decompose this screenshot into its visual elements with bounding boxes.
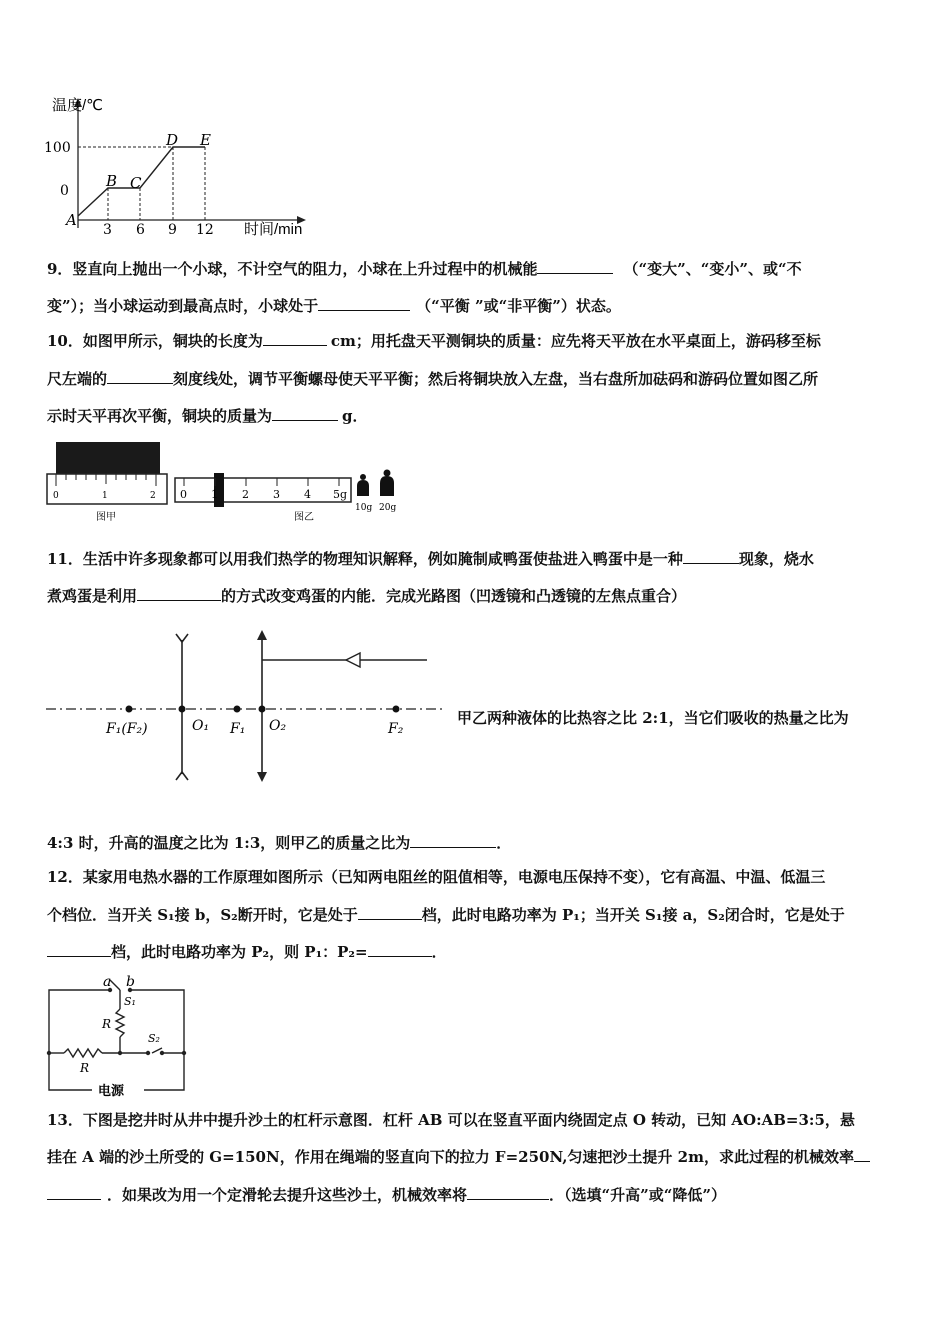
focus-f1 [234, 706, 241, 713]
weight-20g-icon [380, 476, 394, 496]
graph-ytick-100: 100 [44, 140, 71, 156]
label-f2: F₂ [388, 721, 404, 737]
fig-yi-caption: 图乙 [294, 512, 314, 523]
q9-line1: 9．竖直向上抛出一个小球，不计空气的阻力，小球在上升过程中的机械能 （“变大”、“变小”、或“不 [47, 260, 802, 278]
q10-line2: 尺左端的 刻度线处，调节平衡螺母使天平平衡；然后将铜块放入左盘，当右盘所加砝码和游码位置如图乙所 [47, 370, 819, 388]
point-b: B [106, 172, 118, 190]
copper-block [56, 442, 160, 474]
point-e: E [200, 131, 211, 149]
resistor-r-horizontal: R [80, 1061, 90, 1075]
q9-blank-1[interactable] [537, 259, 613, 274]
ruler-and-balance-figure [44, 440, 414, 525]
q12-blank-3[interactable] [368, 942, 432, 957]
q13-line2: 挂在 A 端的沙土所受的 G=150N，作用在绳端的竖直向下的拉力 F=250N,匀速把沙土提升 2m，求此过程的机械效率 [47, 1146, 913, 1168]
scale-label-2: 2 [242, 488, 249, 501]
graph-xlabel: 时间/min [244, 221, 303, 238]
switch-s2-label: S₂ [148, 1032, 160, 1045]
graph-xtick-12: 12 [196, 222, 214, 238]
q12-line1: 12．某家用电热水器的工作原理如图所示（已知两电阻丝的阻值相等，电源电压保持不变），它有高温、中温、低温三 [47, 868, 826, 886]
graph-xtick-6: 6 [136, 222, 145, 238]
q10-line3: 示时天平再次平衡，铜块的质量为 g． [47, 407, 368, 425]
circuit-diagram [44, 972, 194, 1102]
temperature-graph [38, 92, 328, 242]
q10-blank-1[interactable] [263, 331, 327, 346]
ruler-label-1: 1 [102, 491, 108, 501]
resistor-r-vertical: R [102, 1017, 112, 1031]
graph-ylabel: 温度/℃ [52, 97, 104, 114]
q9-blank-2[interactable] [318, 296, 410, 311]
graph-ytick-0: 0 [60, 183, 69, 199]
q13-blank-2[interactable] [467, 1185, 549, 1200]
power-source-label: 电源 [98, 1083, 125, 1098]
label-f1f2: F₁(F₂) [106, 721, 148, 737]
point-c: C [130, 174, 142, 192]
q12-blank-2[interactable] [47, 942, 111, 957]
q9-line2: 变”）；当小球运动到最高点时，小球处于 （“平衡 ”或“非平衡”）状态。 [47, 297, 621, 315]
weight-10g-icon [357, 480, 369, 496]
q11-blank-3[interactable] [410, 833, 496, 848]
fig-jia-caption: 图甲 [96, 512, 116, 523]
focus-f1-f2 [126, 706, 133, 713]
optics-light-path-diagram [44, 626, 454, 786]
ruler-label-2: 2 [150, 491, 156, 501]
q10-blank-2[interactable] [107, 369, 173, 384]
ray-arrow-icon [346, 653, 360, 667]
scale-label-3: 3 [273, 488, 280, 501]
q10-blank-3[interactable] [272, 406, 338, 421]
q13-blank-1a[interactable] [854, 1147, 870, 1162]
q13-line3: ．如果改为用一个定滑轮去提升这些沙土，机械效率将 ．（选填“升高”或“降低”） [47, 1184, 913, 1206]
ruler-label-0: 0 [53, 491, 59, 501]
point-d: D [166, 131, 179, 149]
q13-line1: 13．下图是挖井时从井中提升沙土的杠杆示意图．杠杆 AB 可以在竖直平面内绕固定点 O 转动，已知 AO:AB=3:5，悬 [47, 1111, 855, 1129]
q11-line3: 4:3 时，升高的温度之比为 1:3，则甲乙的质量之比为 ． [47, 834, 512, 852]
scale-label-4: 4 [304, 488, 311, 501]
q12-line3: 档，此时电路功率为 P₂，则 P₁：P₂= ． [47, 941, 913, 963]
point-a: A [66, 211, 77, 229]
q11-side-text: 甲乙两种液体的比热容之比 2:1，当它们吸收的热量之比为 [457, 709, 849, 727]
weight-20g-label: 20g [379, 503, 397, 513]
center-o2 [259, 706, 266, 713]
q13-blank-1b[interactable] [47, 1185, 101, 1200]
center-o1 [179, 706, 186, 713]
label-o2: O₂ [269, 718, 287, 734]
label-f1: F₁ [230, 721, 246, 737]
switch-s1-label: S₁ [124, 995, 136, 1008]
q11-blank-2[interactable] [137, 586, 221, 601]
q11-line1: 11．生活中许多现象都可以用我们热学的物理知识解释，例如腌制咸鸭蛋使盐进入鸭蛋中是一种 现象，烧水 [47, 550, 814, 568]
temperature-curve [78, 147, 205, 216]
scale-label-0: 0 [180, 488, 187, 501]
graph-xtick-3: 3 [103, 222, 112, 238]
balance-scale-bar [175, 478, 351, 502]
switch-terminal-a: a [103, 974, 112, 990]
scale-label-1: 1 [211, 488, 218, 501]
weight-10g-label: 10g [355, 503, 373, 513]
q12-blank-1[interactable] [358, 905, 422, 920]
q11-line2: 煮鸡蛋是利用 的方式改变鸡蛋的内能．完成光路图（凹透镜和凸透镜的左焦点重合） [47, 587, 687, 605]
label-o1: O₁ [192, 718, 210, 734]
graph-xtick-9: 9 [168, 222, 177, 238]
q10-line1: 10．如图甲所示，铜块的长度为 cm；用托盘天平测铜块的质量：应先将天平放在水平桌面上，游码移至标 [47, 332, 821, 350]
q11-blank-1[interactable] [683, 549, 739, 564]
q12-line2: 个档位．当开关 S₁接 b，S₂断开时，它是处于 档，此时电路功率为 P₁；当开关 S₁接 a，S₂闭合时，它是处于 [47, 906, 845, 924]
switch-terminal-b: b [126, 974, 135, 990]
focus-f2 [393, 706, 400, 713]
scale-label-5: 5g [333, 488, 348, 501]
